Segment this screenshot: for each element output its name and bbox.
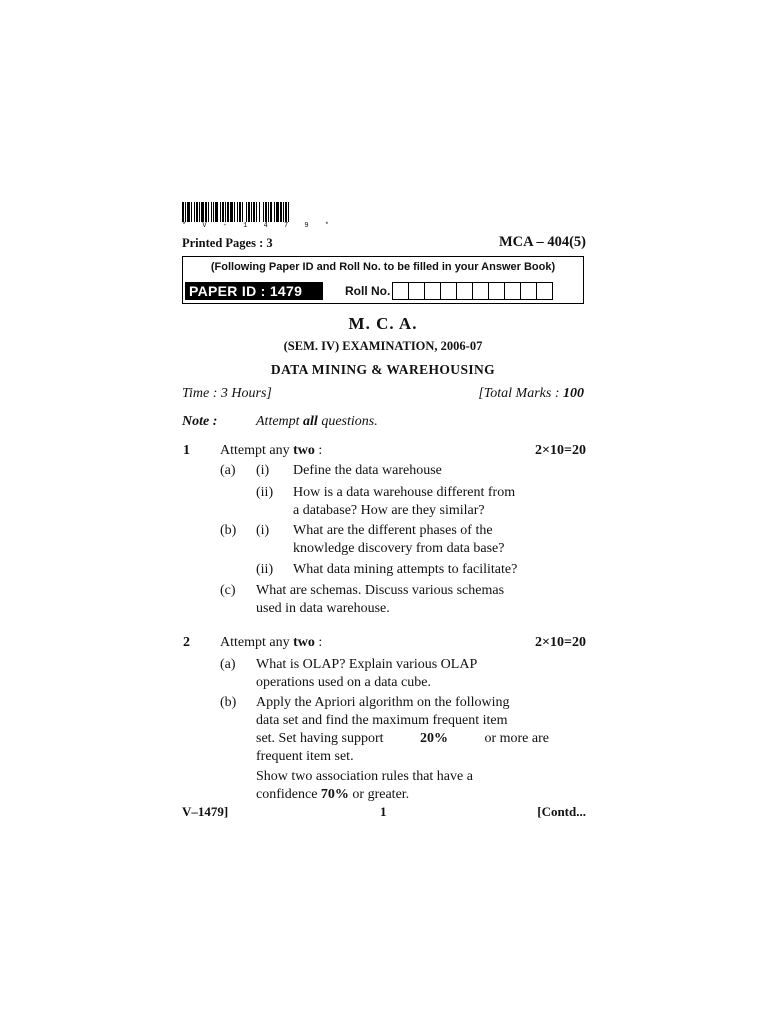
roll-no-boxes (393, 282, 553, 300)
id-box-instruction: (Following Paper ID and Roll No. to be filled in your Answer Book) (210, 261, 556, 273)
q1-b-i-line2: knowledge discovery from data base? (293, 541, 505, 556)
subject-title: DATA MINING & WAREHOUSING (270, 362, 496, 377)
q2-b-line6-before: confidence (256, 787, 321, 802)
q2-part-b-label: (b) (220, 695, 237, 710)
roll-no-cell (472, 282, 489, 300)
q2-instr-suffix: : (314, 635, 323, 650)
q1-a-ii-line1: How is a data warehouse different from (293, 485, 516, 500)
q1-a-ii-label: (ii) (256, 485, 274, 500)
q2-b-line3-after: or more are (484, 731, 549, 746)
q1-c-line2: used in data warehouse. (256, 601, 390, 616)
time-allowed: Time : 3 Hours] (182, 386, 272, 401)
note-text (256, 414, 378, 430)
roll-no-cell (488, 282, 505, 300)
q2-instr-bold: two (293, 635, 315, 650)
course-title: M. C. A. (348, 314, 418, 333)
q1-a-ii-line2: a database? How are they similar? (293, 503, 485, 518)
q2-b-line4: frequent item set. (256, 749, 354, 764)
question-1-number: 1 (183, 443, 190, 458)
question-2-instruction (220, 634, 322, 652)
q1-part-c-label: (c) (220, 583, 236, 598)
note-text-bold: all (303, 414, 318, 429)
q2-b-line3-before: set. Set having support (256, 731, 384, 746)
exam-title: (SEM. IV) EXAMINATION, 2006-07 (283, 339, 483, 353)
note-text-before: Attempt (256, 414, 304, 429)
paper-id-box (182, 256, 584, 304)
total-marks-value: 100 (563, 386, 584, 401)
q1-b-ii-label: (ii) (256, 562, 274, 577)
q2-a-line1: What is OLAP? Explain various OLAP (256, 657, 478, 672)
q1-part-b-label: (b) (220, 523, 237, 538)
question-1-instruction (220, 442, 322, 460)
roll-no-cell (504, 282, 521, 300)
q2-b-line3-bold: 20% (420, 731, 448, 746)
roll-no-cell (456, 282, 473, 300)
footer-continued: [Contd... (537, 804, 586, 819)
question-1-marks: 2×10=20 (535, 443, 586, 458)
total-marks (478, 386, 584, 402)
q2-b-line1: Apply the Apriori algorithm on the following (256, 695, 510, 710)
roll-no-cell (536, 282, 553, 300)
roll-no-cell (440, 282, 457, 300)
roll-no-cell (392, 282, 409, 300)
q1-a-i-label: (i) (256, 463, 270, 478)
note-label: Note : (182, 414, 218, 429)
q2-b-line6-after: or greater. (348, 787, 410, 802)
printed-pages: Printed Pages : 3 (182, 236, 273, 250)
q2-b-line5: Show two association rules that have a (256, 769, 473, 784)
q1-b-ii-text: What data mining attempts to facilitate? (293, 562, 518, 577)
q2-b-line2: data set and find the maximum frequent item (256, 713, 508, 728)
roll-no-cell (520, 282, 537, 300)
roll-no-label: Roll No. (345, 284, 391, 298)
q2-a-line2: operations used on a data cube. (256, 675, 431, 690)
roll-no-cell (408, 282, 425, 300)
barcode (182, 202, 344, 222)
q2-b-line6 (256, 786, 409, 804)
footer-paper-ref: V–1479] (182, 804, 229, 819)
q1-part-a-label: (a) (220, 463, 236, 478)
footer-page-number: 1 (380, 804, 387, 819)
paper-id-label: PAPER ID : 1479 (185, 282, 323, 300)
question-2-marks: 2×10=20 (535, 635, 586, 650)
q1-instr-suffix: : (314, 443, 323, 458)
barcode-text: * V - 1 4 7 9 * (182, 222, 336, 230)
q1-c-line1: What are schemas. Discuss various schemas (256, 583, 505, 598)
paper-code: MCA – 404(5) (499, 234, 586, 250)
q1-instr-prefix: Attempt any (220, 443, 294, 458)
q2-part-a-label: (a) (220, 657, 236, 672)
roll-no-cell (424, 282, 441, 300)
q1-a-i-text: Define the data warehouse (293, 463, 442, 478)
q1-b-i-label: (i) (256, 523, 270, 538)
total-marks-label: [Total Marks : (478, 386, 563, 401)
q2-b-line6-bold: 70% (320, 787, 349, 802)
barcode-stripe (289, 202, 291, 222)
question-2-number: 2 (183, 635, 190, 650)
note-text-after: questions. (317, 414, 378, 429)
q2-b-line3 (256, 730, 549, 748)
q2-instr-prefix: Attempt any (220, 635, 294, 650)
q1-instr-bold: two (293, 443, 315, 458)
q1-b-i-line1: What are the different phases of the (293, 523, 493, 538)
